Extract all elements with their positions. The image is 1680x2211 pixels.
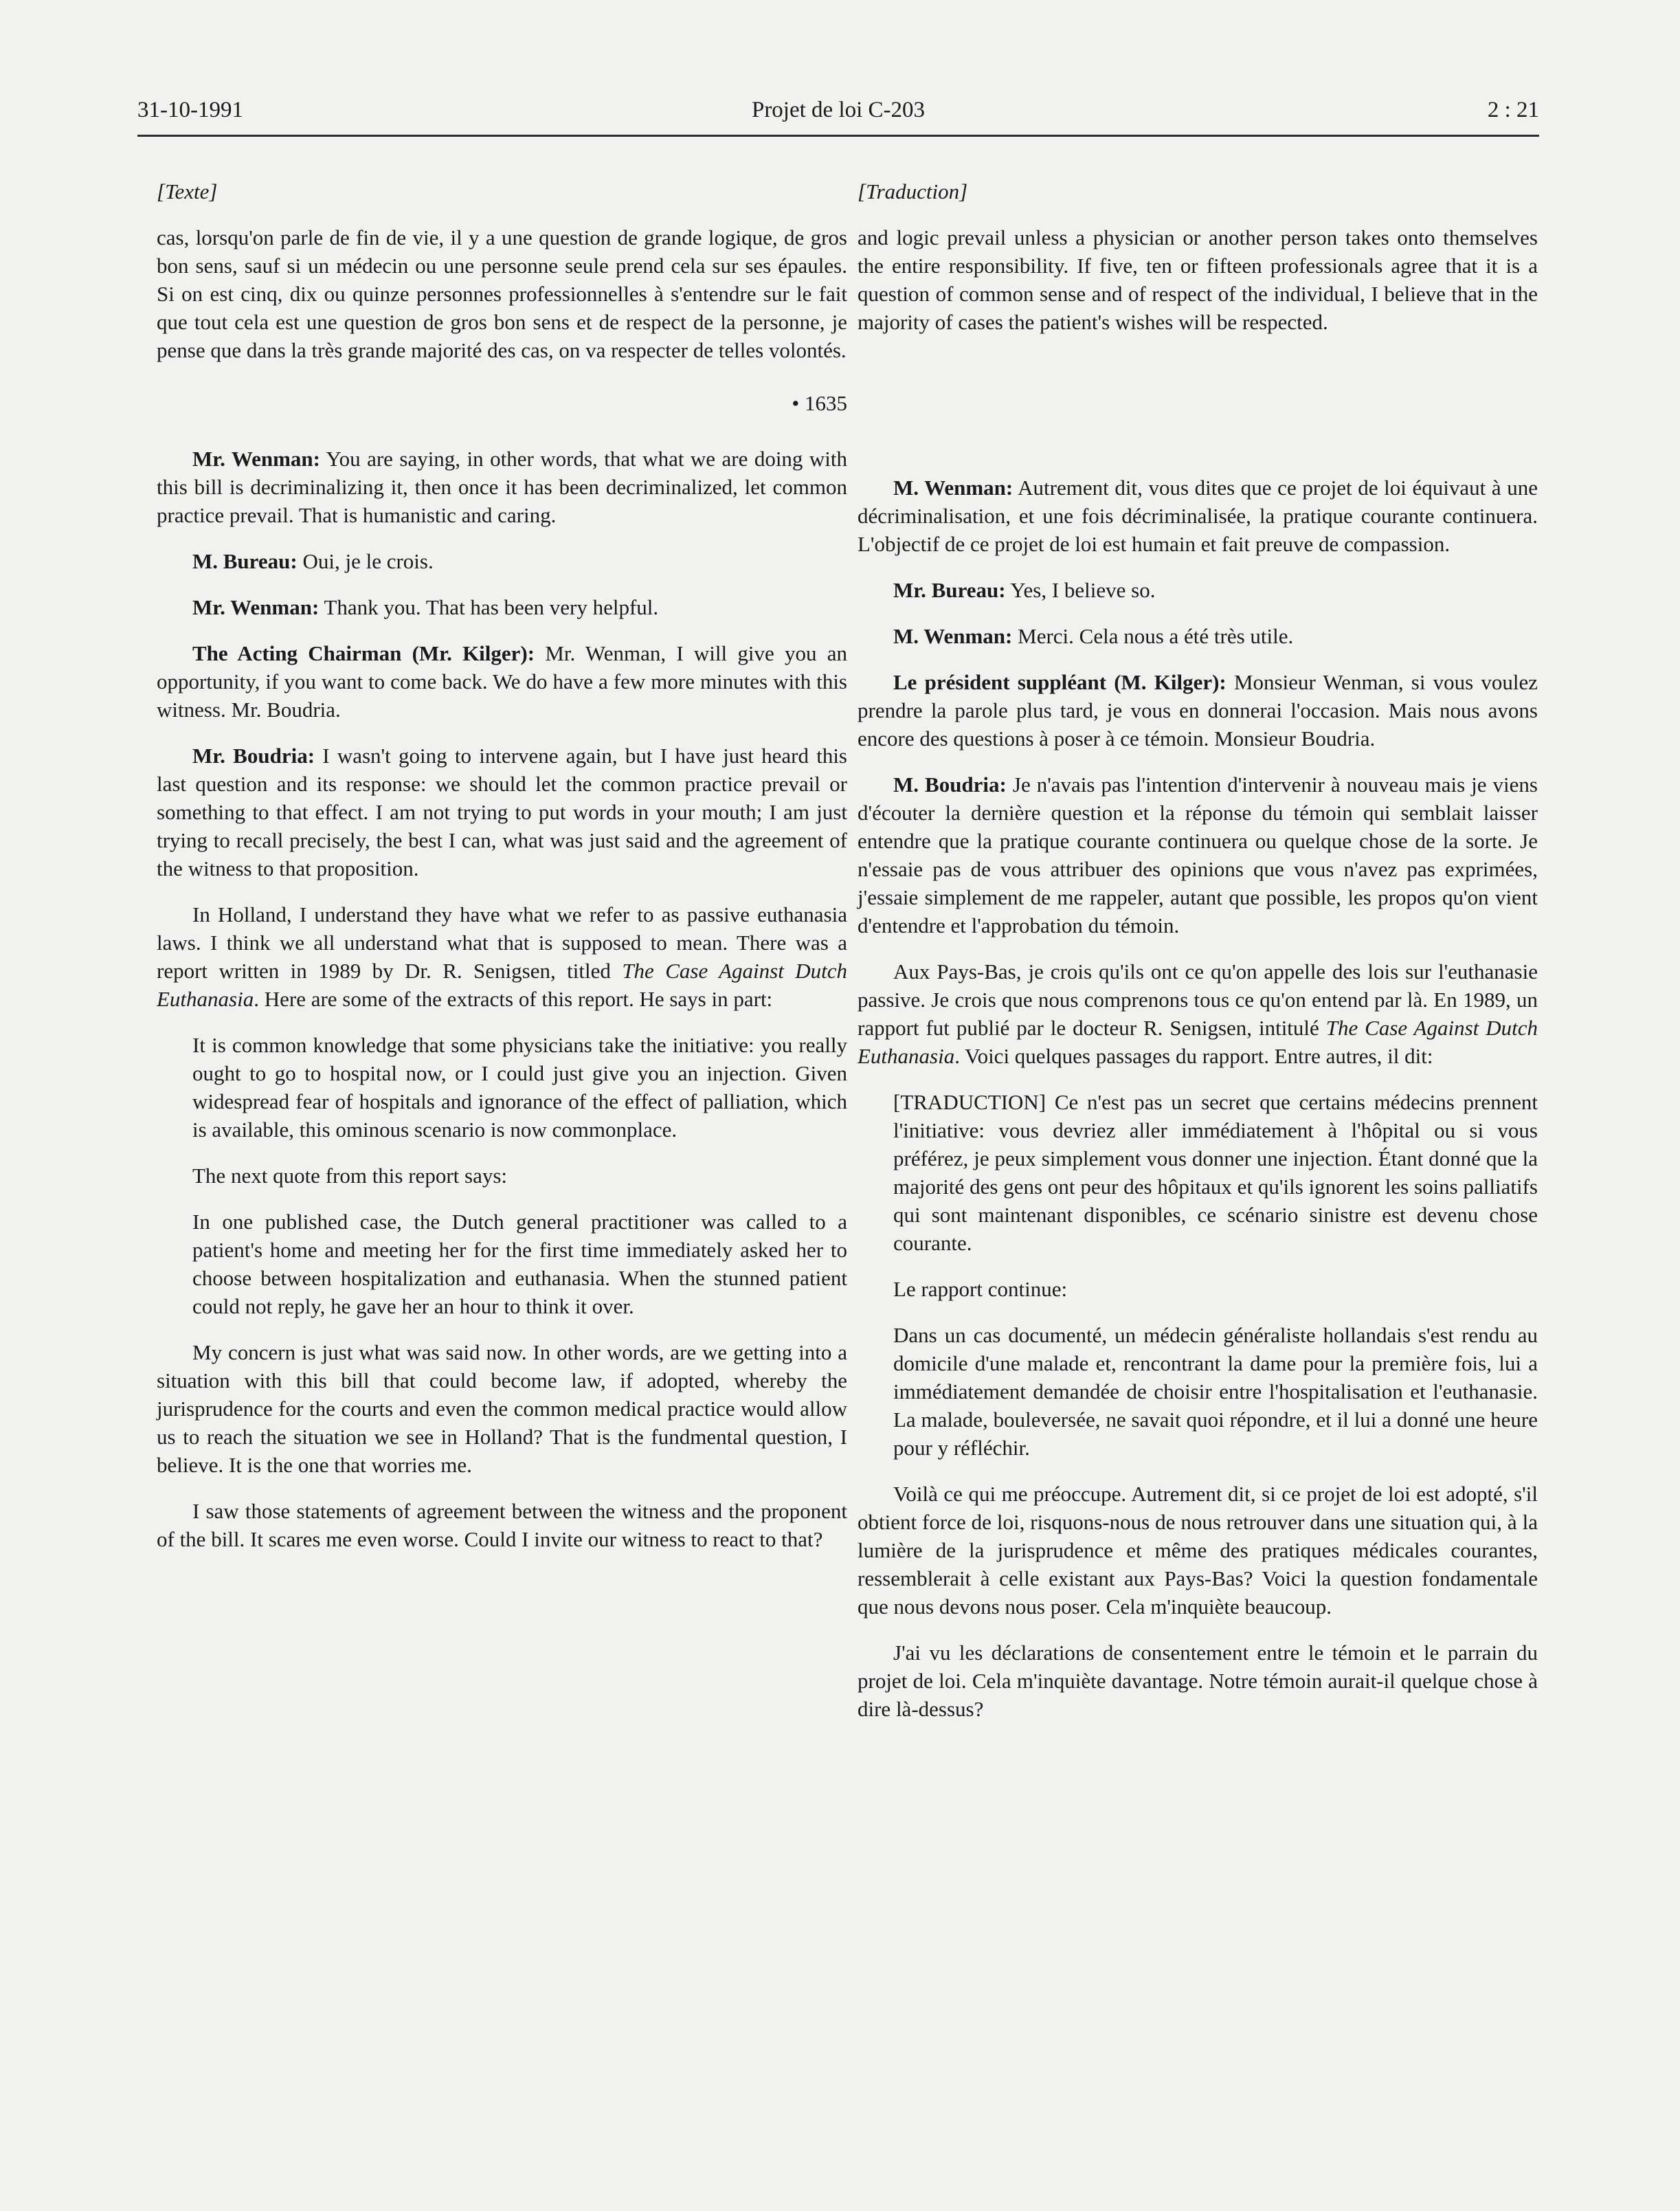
speech-text: Monsieur Wenman, si vous voulez prendre la parole plus tard, je vous en donnerai l'occasion. Mais nous avons encore des questions à poser à ce témoin. Monsieur Boudria. <box>858 670 1538 751</box>
block-quote: In one published case, the Dutch general practitioner was called to a patient's home and meeting her for the first time immediately asked her to choose between hospitalization and euthanasia. When the stunned patient could not reply, he gave her an hour to think it over. <box>192 1210 847 1318</box>
paragraph: The next quote from this report says: <box>192 1164 508 1188</box>
block-quote: It is common knowledge that some physicians take the initiative: you really ought to go to hospital now, or I could just give you an injection. Given widespread fear of hospitals and ignorance of the effect of palliation, which is available, this ominous scenario is now commonplace. <box>192 1033 847 1142</box>
paragraph: Le rapport continue: <box>893 1277 1068 1301</box>
paragraph <box>858 576 1538 604</box>
paragraph <box>858 770 1538 940</box>
column-label: [Traduction] <box>858 179 968 203</box>
block-quote: [TRADUCTION] Ce n'est pas un secret que certains médecins prennent l'initiative: vous devriez aller immédiatement à l'hôpital ou si vous préférez, je peux simplement vous donner une injection. Étant donné que la majorité des gens ont peur des hôpitaux et qu'ils ignorent les soins palliatifs qui sont maintenant disponibles, ce scénario sinistre est devenu chose courante. <box>893 1090 1538 1255</box>
text-run: . Voici quelques passages du rapport. Entre autres, il dit: <box>954 1044 1433 1068</box>
speaker-name: Mr. Wenman: <box>192 447 321 471</box>
speech-text: Autrement dit, vous dites que ce projet de loi équivaut à une décriminalisation, et une fois décriminalisée, la pratique courante continuera. L'objectif de ce projet de loi est humain et fait preuve de compassion. <box>858 476 1538 556</box>
paragraph: and logic prevail unless a physician or another person takes onto themselves the entire responsibility. If five, ten or fifteen professionals agree that it is a question of common sense and of respect of the individual, I believe that in the majority of cases the patient's wishes will be respected. <box>858 225 1538 334</box>
report-title: The Case Against Dutch Euthanasia <box>858 1016 1538 1068</box>
header-rule <box>137 135 1539 137</box>
paragraph <box>157 445 847 529</box>
text-run: In Holland, I understand they have what we refer to as passive euthanasia laws. I think we all understand what that is supposed to mean. There was a report written in 1989 by Dr. R. Senigsen, titled <box>157 902 847 983</box>
paragraph: J'ai vu les déclarations de consentement entre le témoin et le parrain du projet de loi. Cela m'inquiète davantage. Notre témoin aurait-il quelque chose à dire là-dessus? <box>858 1641 1538 1721</box>
speaker-name: The Acting Chairman (Mr. Kilger): <box>192 641 535 665</box>
right-column <box>858 177 1538 1723</box>
header-date: 31-10-1991 <box>137 98 243 122</box>
speech-text: I wasn't going to intervene again, but I have just heard this last question and its response: we should let the common practice prevail or something to that effect. I am not trying to put words in your mouth; I am just trying to recall precisely, the best I can, what was just said and the agreement of the witness to that proposition. <box>157 744 848 880</box>
speech-text: Mr. Wenman, I will give you an opportunity, if you want to come back. We do have a few more minutes with this witness. Mr. Boudria. <box>157 641 847 722</box>
paragraph <box>157 547 847 575</box>
speech-text: Je n'avais pas l'intention d'intervenir à nouveau mais je viens d'écouter la dernière question et la réponse du témoin qui semblait laisser entendre que la pratique courante continuera ou quelque chose de la sorte. Je n'essaie pas de vous attribuer des opinions que vous n'avez pas exprimées, j'essaie simplement de me rappeler, autant que possible, les propos qu'on vient d'entendre et l'approbation du témoin. <box>858 773 1538 937</box>
left-column <box>157 177 847 1553</box>
speaker-name: Mr. Boudria: <box>192 744 315 768</box>
column-label: [Texte] <box>157 179 218 203</box>
speech-text: Merci. Cela nous a été très utile. <box>1012 624 1294 648</box>
timestamp: • 1635 <box>792 391 847 415</box>
speaker-name: M. Boudria: <box>893 773 1007 797</box>
speaker-name: M. Bureau: <box>192 549 298 573</box>
text-run: . Here are some of the extracts of this report. He says in part: <box>254 987 773 1011</box>
header-title: Projet de loi C-203 <box>751 98 926 122</box>
speaker-name: M. Wenman: <box>893 624 1013 648</box>
paragraph <box>858 474 1538 558</box>
paragraph <box>157 639 847 724</box>
header-page-number: 2 : 21 <box>1487 98 1539 122</box>
page-header <box>137 98 1539 132</box>
speech-text: Oui, je le crois. <box>297 549 434 573</box>
speaker-name: Mr. Bureau: <box>893 578 1006 602</box>
paragraph <box>157 593 847 621</box>
text-run: Aux Pays-Bas, je crois qu'ils ont ce qu'on appelle des lois sur l'euthanasie passive. Je crois que nous comprenons tous ce qu'on entend par là. En 1989, un rapport fut publié par le docteur R. Senigsen, intitulé <box>858 959 1538 1040</box>
speaker-name: Le président suppléant (M. Kilger): <box>893 670 1227 694</box>
speech-text: Thank you. That has been very helpful. <box>319 595 659 619</box>
paragraph: I saw those statements of agreement between the witness and the proponent of the bill. It scares me even worse. Could I invite our witness to react to that? <box>157 1499 847 1551</box>
paragraph <box>157 900 847 1013</box>
report-title: The Case Against Dutch Euthanasia <box>157 959 847 1011</box>
paragraph: Voilà ce qui me préoccupe. Autrement dit, si ce projet de loi est adopté, s'il obtient force de loi, risquons-nous de nous retrouver dans une situation qui, à la lumière de la jurisprudence et même des pratiques médicales courantes, ressemblerait à celle existant aux Pays-Bas? Voici la question fondamentale que nous devons nous poser. Cela m'inquiète beaucoup. <box>858 1482 1538 1619</box>
paragraph <box>858 957 1538 1070</box>
block-quote: Dans un cas documenté, un médecin généraliste hollandais s'est rendu au domicile d'une malade et, rencontrant la dame pour la première fois, lui a immédiatement demandée de choisir entre l'hospitalisation et l'euthanasie. La malade, bouleversée, ne savait quoi répondre, et il lui a donné une heure pour y réfléchir. <box>893 1323 1538 1460</box>
paragraph <box>157 742 847 882</box>
speech-text: Yes, I believe so. <box>1005 578 1156 602</box>
paragraph <box>858 622 1538 650</box>
speech-text: You are saying, in other words, that what we are doing with this bill is decriminalizing it, then once it has been decriminalized, let common practice prevail. That is humanistic and caring. <box>157 447 848 527</box>
paragraph: My concern is just what was said now. In other words, are we getting into a situation with this bill that could become law, if adopted, whereby the jurisprudence for the courts and even the common medical practice would allow us to reach the situation we see in Holland? That is the fundmental question, I believe. It is the one that worries me. <box>157 1340 847 1477</box>
speaker-name: Mr. Wenman: <box>192 595 320 619</box>
speaker-name: M. Wenman: <box>893 476 1013 500</box>
paragraph: cas, lorsqu'on parle de fin de vie, il y a une question de grande logique, de gros bon sens, sauf si un médecin ou une personne seule prend cela sur ses épaules. Si on est cinq, dix ou quinze personnes professionnelles à s'entendre sur le fait que tout cela est une question de gros bon sens et de respect de la personne, je pense que dans la très grande majorité des cas, on va respecter de telles volontés. <box>157 225 847 362</box>
paragraph <box>858 668 1538 753</box>
